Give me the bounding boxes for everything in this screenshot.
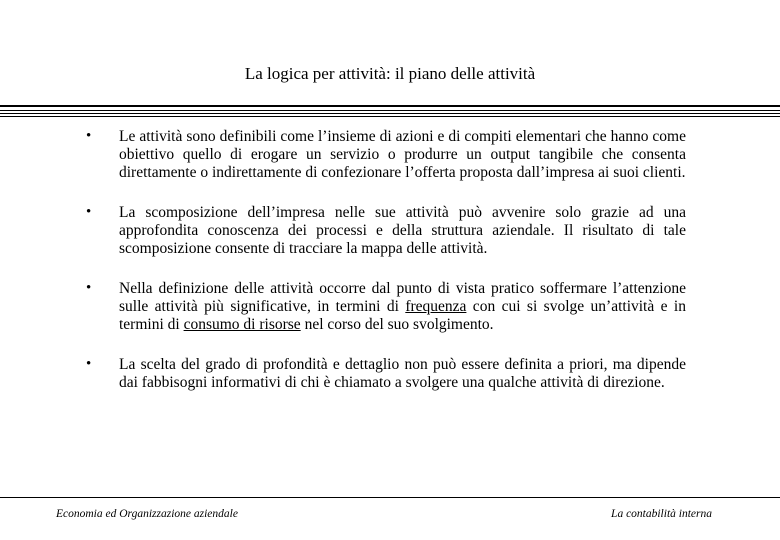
- title-divider: [0, 116, 780, 117]
- footer-divider: [0, 497, 780, 498]
- bullet-icon: •: [86, 356, 92, 372]
- bullet-icon: •: [86, 280, 92, 296]
- bullet-item: [86, 128, 686, 182]
- bullet-list: [86, 128, 686, 414]
- title-divider: [0, 110, 780, 111]
- title-divider: [0, 105, 780, 107]
- bullet-item: [86, 280, 686, 334]
- bullet-text: La scelta del grado di profondità e dettaglio non può essere definita a priori, ma dipende dai fabbisogni informativi di chi è chiamato a svolgere una qualche attività di direzione.: [119, 356, 686, 391]
- bullet-icon: •: [86, 204, 92, 220]
- underlined-term-consumo-di-risorse: consumo di risorse: [183, 316, 301, 333]
- bullet-text: Nella definizione delle attività occorre dal punto di vista pratico soffermare l’attenzione sulle attività più significative, in termini di frequenza con cui si svolge un’attività e in termini di consumo di risorse nel corso del suo svolgimento.: [119, 280, 686, 333]
- footer-section-title: La contabilità interna: [611, 508, 712, 520]
- bullet-text: La scomposizione dell’impresa nelle sue attività può avvenire solo grazie ad una approfondita conoscenza dei processi e della struttura aziendale. Il risultato di tale scomposizione consente di tracciare la mappa delle attività.: [119, 204, 686, 257]
- bullet-item: [86, 204, 686, 258]
- bullet-item: [86, 356, 686, 392]
- slide-title: La logica per attività: il piano delle attività: [244, 64, 536, 83]
- underlined-term-frequenza: frequenza: [405, 298, 467, 315]
- footer-course-title: Economia ed Organizzazione aziendale: [56, 508, 238, 520]
- bullet-text: Le attività sono definibili come l’insieme di azioni e di compiti elementari che hanno come obiettivo quello di erogare un servizio o produrre un output tangibile che consenta direttamente o indirettamente di confezionare l’offerta proposta dall’impresa ai suoi clienti.: [119, 128, 686, 181]
- title-divider: [0, 113, 780, 114]
- bullet-icon: •: [86, 128, 92, 144]
